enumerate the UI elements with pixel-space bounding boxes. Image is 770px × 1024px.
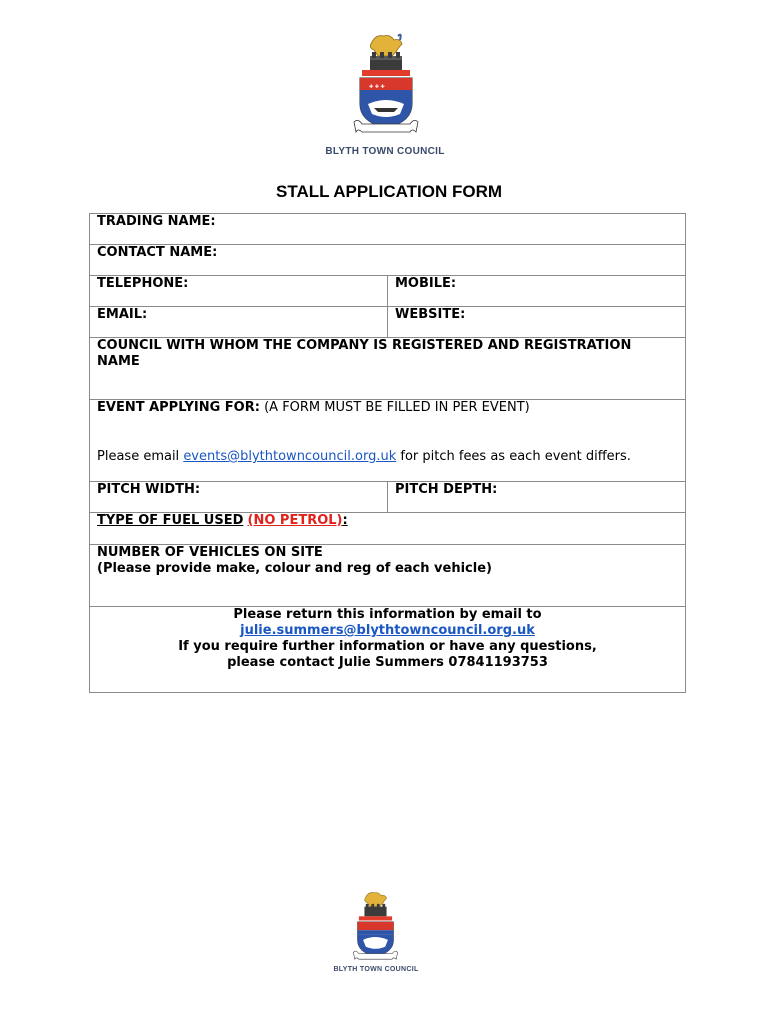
council-crest-logo [352,32,420,136]
return-info-cell [90,607,686,693]
trading-name-label: TRADING NAME: [97,214,216,229]
contact-name-row [90,245,686,276]
contact-name-label: CONTACT NAME: [97,245,218,260]
further-info-text: If you require further information or have any questions, [178,639,597,654]
form-title: STALL APPLICATION FORM [275,182,503,201]
telephone-field[interactable] [90,276,388,307]
pitch-width-field[interactable] [90,482,388,513]
application-form-table [89,213,686,693]
event-label: EVENT APPLYING FOR: [97,400,260,415]
events-email-link[interactable]: events@blythtowncouncil.org.uk [183,449,397,464]
vehicles-label: NUMBER OF VEHICLES ON SITE [97,545,323,560]
telephone-label: TELEPHONE: [97,276,189,291]
pitch-fee-text-start: Please email [97,449,180,464]
council-registration-field[interactable] [90,338,686,400]
phone-row [90,276,686,307]
fuel-colon: : [342,513,348,528]
vehicles-row [90,545,686,607]
contact-name-field[interactable] [90,245,686,276]
no-petrol-note: (NO PETROL) [247,513,343,528]
fuel-label: TYPE OF FUEL USED [97,513,244,528]
pitch-fee-text-end: for pitch fees as each event differs. [400,449,631,464]
trading-name-row [90,214,686,245]
website-label: WEBSITE: [395,307,466,322]
event-field[interactable] [90,400,686,482]
vehicles-field[interactable] [90,545,686,607]
event-row [90,400,686,482]
website-field[interactable] [388,307,686,338]
event-per-form-note: (A FORM MUST BE FILLED IN PER EVENT) [264,400,530,415]
contact-text: please contact Julie Summers 07841193753 [227,655,548,670]
svg-text:✚ ✚ ✚: ✚ ✚ ✚ [369,84,385,90]
pitch-width-label: PITCH WIDTH: [97,482,201,497]
mobile-field[interactable] [388,276,686,307]
council-registration-row [90,338,686,400]
email-label: EMAIL: [97,307,148,322]
pitch-depth-label: PITCH DEPTH: [395,482,498,497]
return-instruction: Please return this information by email to [233,607,542,622]
council-crest-logo-footer [352,890,399,962]
fuel-field[interactable] [90,513,686,545]
pitch-depth-field[interactable] [388,482,686,513]
email-row [90,307,686,338]
email-field[interactable] [90,307,388,338]
vehicles-note: (Please provide make, colour and reg of each vehicle) [97,561,492,576]
fuel-row [90,513,686,545]
council-name-footer: BLYTH TOWN COUNCIL [333,966,419,973]
trading-name-field[interactable] [90,214,686,245]
pitch-fee-note [97,449,678,465]
pitch-size-row [90,482,686,513]
council-registration-label: COUNCIL WITH WHOM THE COMPANY IS REGISTERED AND REGISTRATION NAME [97,338,632,369]
return-info-row [90,607,686,693]
mobile-label: MOBILE: [395,276,457,291]
return-email-link[interactable]: julie.summers@blythtowncouncil.org.uk [240,623,535,638]
council-name-header: BLYTH TOWN COUNCIL [325,146,445,157]
